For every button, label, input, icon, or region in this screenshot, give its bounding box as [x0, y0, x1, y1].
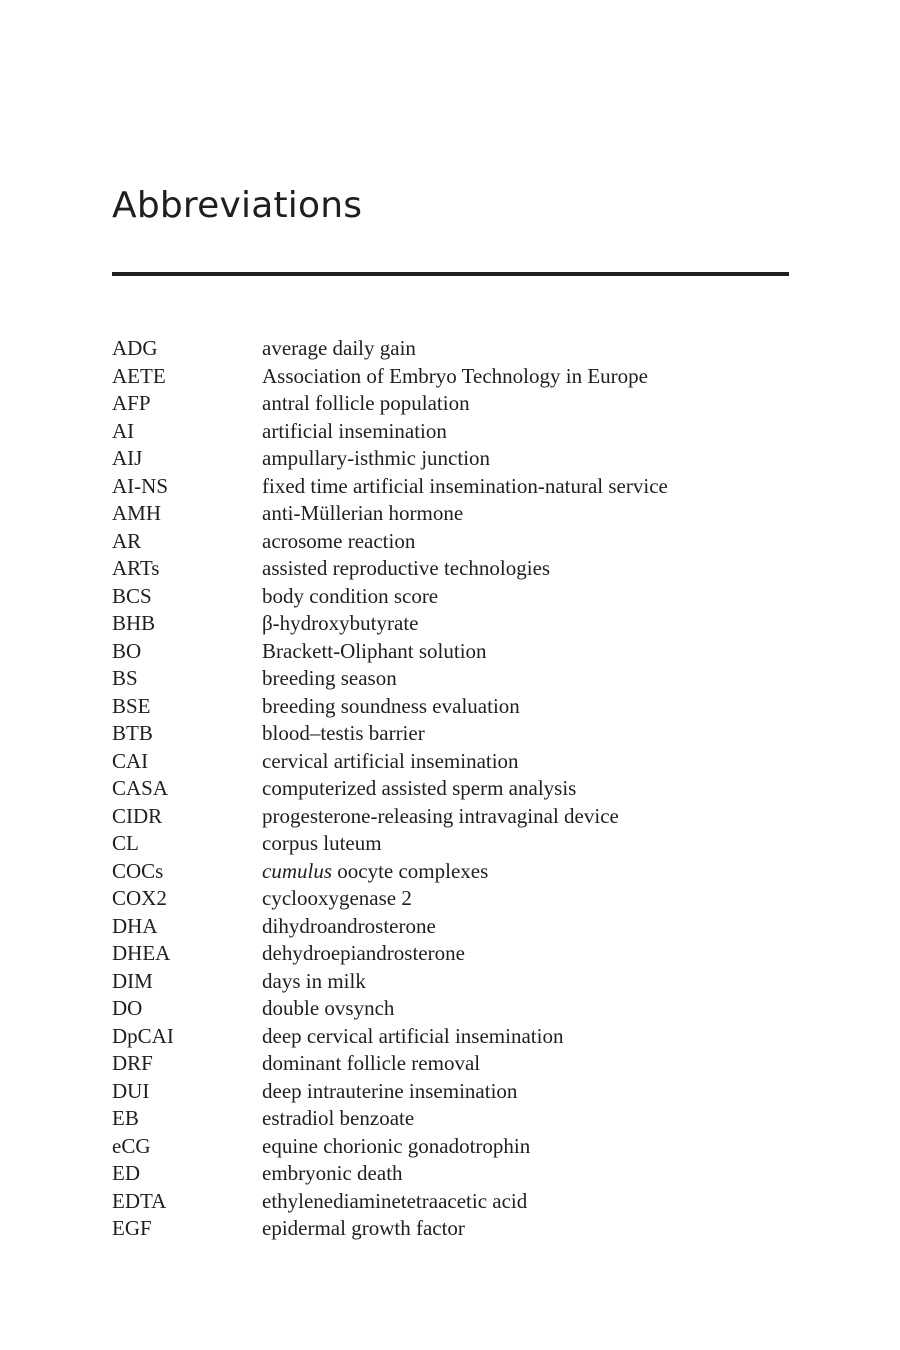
abbreviation-definition: cervical artificial insemination — [262, 748, 519, 773]
abbreviation-definition: blood–testis barrier — [262, 721, 425, 745]
abbreviation-term: COCs — [112, 858, 164, 883]
abbreviation-definition: double ovsynch — [262, 996, 395, 1020]
abbreviation-row — [112, 913, 792, 941]
abbreviation-row — [112, 638, 792, 666]
abbreviation-definition: β-hydroxybutyrate — [262, 611, 419, 635]
abbreviation-row — [112, 665, 792, 693]
abbreviation-row — [112, 995, 792, 1023]
abbreviation-term: EDTA — [112, 1188, 167, 1213]
abbreviation-row — [112, 583, 792, 611]
abbreviation-row — [112, 1188, 792, 1216]
abbreviation-term: DO — [112, 996, 143, 1020]
abbreviation-row — [112, 418, 792, 446]
abbreviation-term: CL — [112, 831, 139, 855]
abbreviation-row — [112, 693, 792, 721]
abbreviation-definition: embryonic death — [262, 1161, 403, 1185]
abbreviation-definition: dominant follicle removal — [262, 1051, 481, 1075]
abbreviation-term: AMH — [112, 501, 162, 525]
abbreviation-term: ED — [112, 1161, 140, 1185]
abbreviation-row — [112, 1023, 792, 1051]
abbreviation-row — [112, 528, 792, 556]
abbreviation-term: BHB — [112, 611, 156, 635]
abbreviation-term: EB — [112, 1106, 139, 1130]
abbreviation-term: AFP — [112, 391, 151, 415]
abbreviation-definition: ethylenediaminetetraacetic acid — [262, 1188, 528, 1213]
abbreviation-definition: average daily gain — [262, 336, 416, 360]
abbreviation-term: CIDR — [112, 803, 163, 828]
abbreviation-definition: deep intrauterine insemination — [262, 1078, 518, 1103]
abbreviation-term: ADG — [112, 336, 158, 360]
definition-rest: oocyte complexes — [332, 858, 489, 883]
abbreviation-row — [112, 775, 792, 803]
abbreviation-row — [112, 473, 792, 501]
abbreviation-definition: fixed time artificial insemination-natural service — [262, 473, 668, 498]
abbreviation-definition: breeding soundness evaluation — [262, 693, 520, 718]
abbreviation-row — [112, 1105, 792, 1133]
abbreviation-definition: cyclooxygenase 2 — [262, 886, 412, 910]
abbreviation-row — [112, 500, 792, 528]
abbreviation-definition: epidermal growth factor — [262, 1216, 465, 1240]
abbreviation-row — [112, 720, 792, 748]
abbreviation-term: AETE — [112, 363, 166, 388]
abbreviation-term: ARTs — [112, 556, 160, 580]
abbreviation-term: DIM — [112, 968, 153, 993]
abbreviation-term: BSE — [112, 693, 151, 718]
abbreviation-term: DHA — [112, 913, 158, 938]
abbreviation-term: eCG — [112, 1133, 151, 1158]
abbreviation-term: AI-NS — [112, 473, 168, 498]
abbreviation-row — [112, 885, 792, 913]
abbreviation-definition: assisted reproductive technologies — [262, 556, 551, 580]
abbreviation-definition: progesterone-releasing intravaginal device — [262, 803, 619, 828]
abbreviation-definition: equine chorionic gonadotrophin — [262, 1133, 531, 1158]
abbreviation-row — [112, 940, 792, 968]
abbreviation-term: DHEA — [112, 941, 171, 965]
definition-italic-term: cumulus — [262, 858, 332, 883]
abbreviation-row — [112, 830, 792, 858]
abbreviation-row — [112, 555, 792, 583]
abbreviation-row — [112, 1215, 792, 1243]
abbreviation-term: DpCAI — [112, 1023, 174, 1048]
abbreviation-term: AI — [112, 418, 135, 443]
abbreviation-term: EGF — [112, 1216, 152, 1240]
abbreviation-row — [112, 858, 792, 886]
abbreviation-row — [112, 363, 792, 391]
abbreviation-definition: corpus luteum — [262, 831, 382, 855]
abbreviation-term: CAI — [112, 748, 149, 773]
abbreviation-term: AR — [112, 528, 142, 553]
abbreviation-definition: dihydroandrosterone — [262, 913, 436, 938]
abbreviation-definition: estradiol benzoate — [262, 1106, 415, 1130]
abbreviation-definition: computerized assisted sperm analysis — [262, 776, 577, 800]
abbreviation-row — [112, 445, 792, 473]
abbreviation-term: COX2 — [112, 886, 167, 910]
abbreviation-row — [112, 1078, 792, 1106]
abbreviation-definition: acrosome reaction — [262, 528, 416, 553]
abbreviation-term: BO — [112, 638, 142, 663]
abbreviation-definition: breeding season — [262, 666, 397, 690]
abbreviation-term: AIJ — [112, 446, 143, 470]
abbreviation-row — [112, 335, 792, 363]
page-title: Abbreviations — [112, 185, 363, 226]
abbreviation-definition: dehydroepiandrosterone — [262, 941, 465, 965]
abbreviation-row — [112, 803, 792, 831]
abbreviation-term: DRF — [112, 1051, 153, 1075]
abbreviation-definition: anti-Müllerian hormone — [262, 501, 464, 525]
abbreviation-definition — [262, 858, 792, 886]
abbreviation-row — [112, 968, 792, 996]
abbreviation-term: BTB — [112, 721, 153, 745]
abbreviation-definition: deep cervical artificial insemination — [262, 1023, 564, 1048]
abbreviation-definition: body condition score — [262, 583, 439, 608]
abbreviation-definition: ampullary-isthmic junction — [262, 446, 491, 470]
abbreviation-definition: days in milk — [262, 968, 366, 993]
abbreviation-row — [112, 1133, 792, 1161]
abbreviation-row — [112, 610, 792, 638]
abbreviation-definition: antral follicle population — [262, 391, 470, 415]
abbreviation-row — [112, 748, 792, 776]
abbreviation-definition: Association of Embryo Technology in Europe — [262, 363, 648, 388]
title-rule — [112, 272, 789, 276]
abbreviation-term: CASA — [112, 776, 169, 800]
abbreviation-row — [112, 1160, 792, 1188]
abbreviation-definition: Brackett-Oliphant solution — [262, 638, 487, 663]
abbreviation-term: BCS — [112, 583, 152, 608]
abbreviation-row — [112, 1050, 792, 1078]
abbreviation-term: BS — [112, 666, 138, 690]
abbreviation-definition: artificial insemination — [262, 418, 447, 443]
abbreviation-term: DUI — [112, 1078, 150, 1103]
abbreviation-list — [112, 335, 792, 1243]
abbreviation-row — [112, 390, 792, 418]
